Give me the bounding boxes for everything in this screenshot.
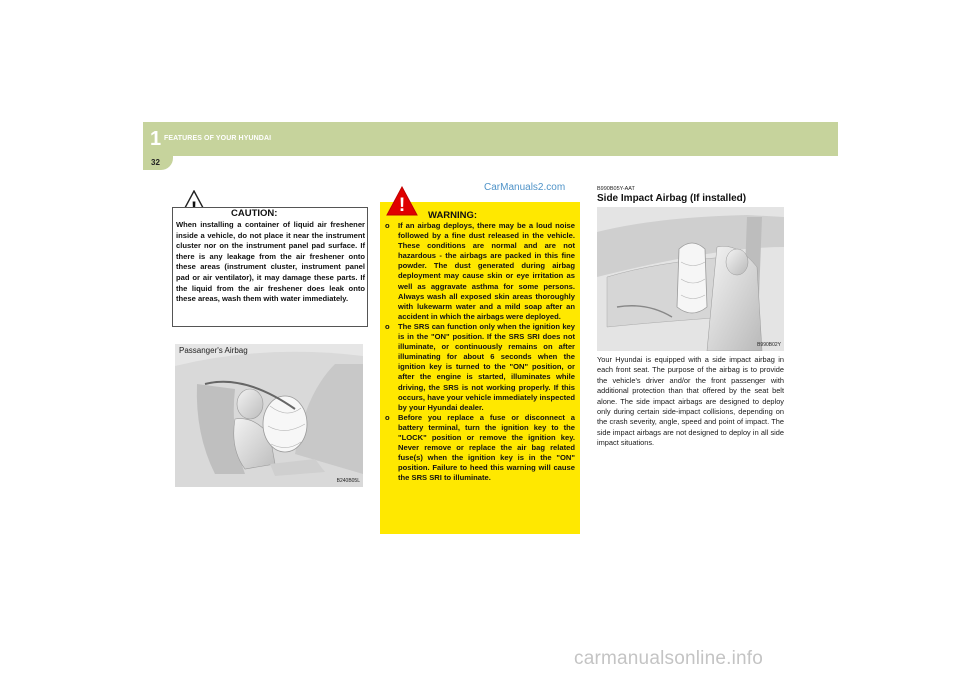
side-airbag-illustration xyxy=(597,207,784,351)
side-airbag-drawing xyxy=(597,207,784,351)
figure-caption: Passanger's Airbag xyxy=(179,346,248,355)
chapter-title: FEATURES OF YOUR HYUNDAI xyxy=(164,135,272,142)
warning-title: WARNING: xyxy=(428,210,478,221)
warning-list xyxy=(385,221,575,483)
warning-triangle-icon xyxy=(386,186,418,216)
section-body-text: Your Hyundai is equipped with a side impact airbag in each front seat. The purpose of the airbag is to provide the vehicle's driver and/or the front passenger with additional protection than that offered by the seat belt alone. The side impact airbags are designed to deploy only during certain side-impact collisions, depending on the crash severity, angle, speed and point of impact. The side impact airbags are not designed to deploy in all side impact situations. xyxy=(597,355,784,448)
warning-item-text: If an airbag deploys, there may be a loud noise followed by a fine dust released in the vehicle. These conditions are normal and are not hazardous - the airbags are packed in this fine powder. The dust generated during airbag deployment may cause skin or eye irritation as well as aggravate asthma for some persons. Always wash all exposed skin areas thoroughly with lukewarm water and a mild soap after an accident in which the airbags were deployed. xyxy=(398,221,575,321)
list-bullet: o xyxy=(385,221,390,230)
list-bullet: o xyxy=(385,412,390,422)
list-bullet: o xyxy=(385,321,390,331)
warning-box xyxy=(380,202,580,534)
passenger-airbag-drawing xyxy=(175,344,363,487)
passenger-airbag-illustration xyxy=(175,344,363,487)
caution-text: When installing a container of liquid air freshener inside a vehicle, do not place it near the instrument cluster nor on the instrument panel pad surface. If there is any leakage from the air freshener onto these areas (instrument cluster, instrument panel pad or air ventilator), it may damage these parts. If the liquid from the air freshener does leak onto these areas, wash them with water immediately. xyxy=(176,220,365,304)
caution-title: CAUTION: xyxy=(231,208,278,219)
warning-list-item xyxy=(385,413,575,484)
section-title: Side Impact Airbag (If installed) xyxy=(597,193,747,204)
caution-box xyxy=(172,207,368,327)
chapter-number: 1 xyxy=(150,128,162,150)
page-number: 32 xyxy=(151,158,160,167)
watermark-text: carmanualsonline.info xyxy=(574,648,764,669)
warning-list-item xyxy=(385,221,575,322)
figure-code: B990B02Y xyxy=(757,342,781,348)
watermark-link[interactable]: CarManuals2.com xyxy=(484,182,566,193)
warning-list-item xyxy=(385,322,575,413)
svg-text:!: ! xyxy=(398,195,406,216)
figure-code: B240B05L xyxy=(336,478,360,484)
warning-item-text: The SRS can function only when the ignition key is in the "ON" position. If the SRS SRI does not illuminate, or continuously remains on after illuminating for about 6 seconds when the ignition key is turned to the "ON" position, or after the engine is started, illuminates while driving, the SRS is not working properly. If this occurs, have your vehicle immediately inspected by your Hyundai dealer. xyxy=(398,321,575,412)
warning-item-text: Before you replace a fuse or disconnect a battery terminal, turn the ignition key to the "LOCK" position or remove the ignition key. Never remove or replace the air bag related fuse(s) when the ignition key is in the "ON" position. Failure to heed this warning will cause the SRS SRI to illuminate. xyxy=(398,412,575,483)
section-code: B990B05Y-AAT xyxy=(597,186,635,192)
